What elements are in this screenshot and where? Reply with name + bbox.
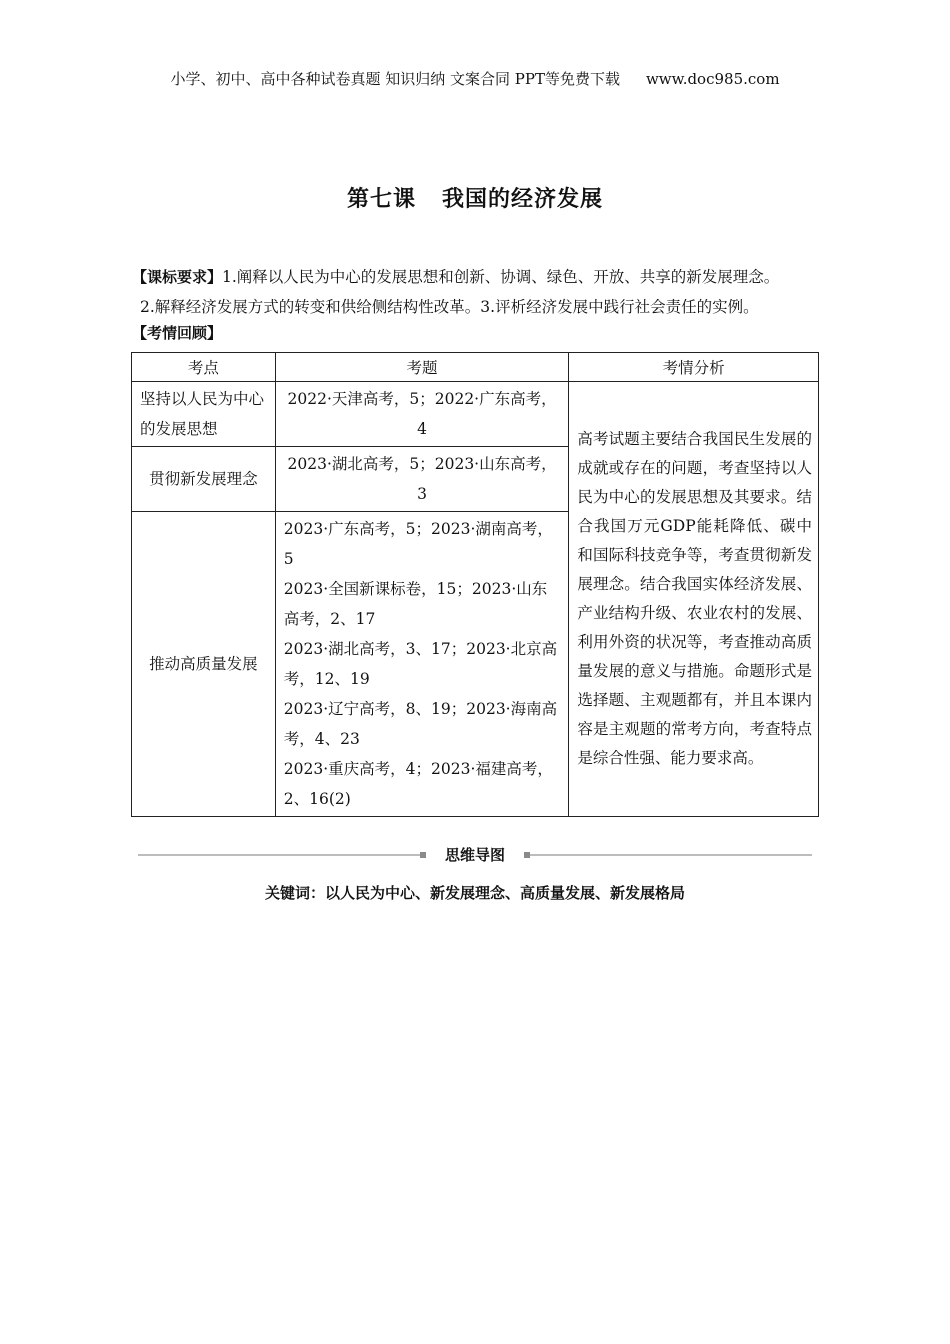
mindmap-section-divider xyxy=(138,845,812,865)
question-entry: 2023·辽宁高考，8、19；2023·海南高考，4、23 xyxy=(283,700,558,748)
lesson-title xyxy=(0,182,950,213)
question-entry: 2023·湖北高考，3、17；2023·北京高考，12、19 xyxy=(283,640,558,688)
keywords-line: 关键词：以人民为中心、新发展理念、高质量发展、新发展格局 xyxy=(264,884,685,902)
header-point: 考点 xyxy=(132,353,276,382)
requirements-line-2: 2.解释经济发展方式的转变和供给侧结构性改革。3.评析经济发展中践行社会责任的实例。 xyxy=(140,298,759,316)
table-header-row xyxy=(132,353,819,382)
lesson-number: 第七课 xyxy=(346,187,416,212)
table-row xyxy=(132,382,819,447)
header-questions: 考题 xyxy=(275,353,569,382)
table-cell-questions xyxy=(275,382,569,447)
page-header xyxy=(0,68,950,89)
curriculum-requirements xyxy=(132,262,832,322)
exam-review-tag: 【考情回顾】 xyxy=(132,324,223,342)
lesson-topic: 我国的经济发展 xyxy=(442,187,604,212)
table-cell-point: 坚持以人民为中心的发展思想 xyxy=(132,382,276,447)
mindmap-heading: 思维导图 xyxy=(444,846,505,864)
header-text: 小学、初中、高中各种试卷真题 知识归纳 文案合同 PPT等免费下载 xyxy=(170,70,620,88)
table-cell-questions xyxy=(275,447,569,512)
header-site-link[interactable]: www.doc985.com xyxy=(645,70,780,88)
table-cell-analysis: 高考试题主要结合我国民生发展的成就或存在的问题，考查坚持以人民为中心的发展思想及其要求。结合我国万元GDP能耗降低、碳中和国际科技竞争等，考查贯彻新发展理念。结合我国实体经济发展、产业结构升级、农业农村的发展、利用外资的状况等，考查推动高质量发展的意义与措施。命题形式是选择题、主观题都有，并且本课内容是主观题的常考方向，考查特点是综合性强、能力要求高。 xyxy=(569,382,819,817)
table-cell-point: 推动高质量发展 xyxy=(132,512,276,817)
exam-review-table xyxy=(131,352,819,817)
table-cell-questions xyxy=(275,512,569,817)
header-analysis: 考情分析 xyxy=(569,353,819,382)
divider-line-left xyxy=(138,854,420,856)
table-cell-point: 贯彻新发展理念 xyxy=(132,447,276,512)
requirements-text-1: 1.阐释以人民为中心的发展思想和创新、协调、绿色、开放、共享的新发展理念。 xyxy=(222,268,780,286)
question-entry: 2023·广东高考，5；2023·湖南高考，5 xyxy=(283,520,553,568)
question-entry: 2023·湖北高考，5；2023·山东高考，3 xyxy=(287,455,557,503)
question-entry: 2022·天津高考，5；2022·广东高考，4 xyxy=(287,390,557,438)
question-entry: 2023·全国新课标卷，15；2023·山东高考，2、17 xyxy=(283,580,548,628)
requirements-tag: 【课标要求】 xyxy=(132,268,223,286)
divider-square-left xyxy=(420,852,426,858)
divider-line-right xyxy=(530,854,812,856)
question-entry: 2023·重庆高考，4；2023·福建高考，2、16(2) xyxy=(283,760,553,808)
requirements-line-1 xyxy=(132,262,832,292)
